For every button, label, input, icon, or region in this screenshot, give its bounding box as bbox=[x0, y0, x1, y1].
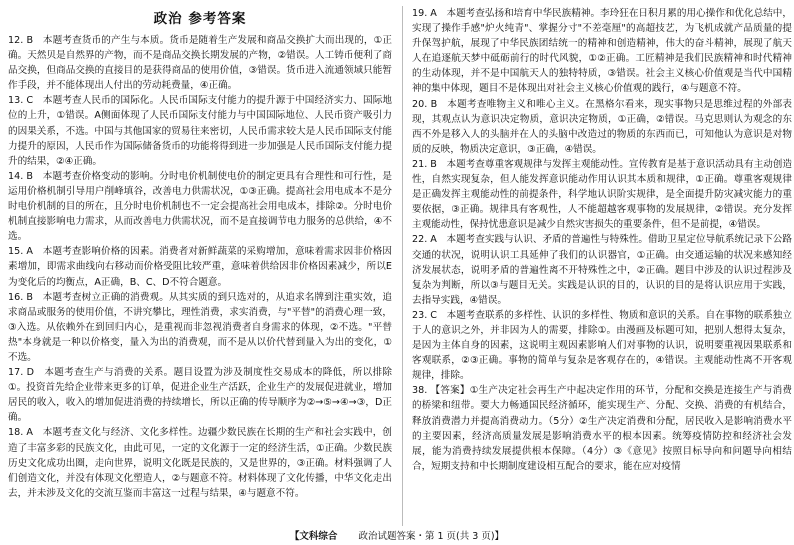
answer-item: 13. C 本题考查人民币的国际化。人民币国际支付能力的提升源于中国经济实力、国际地位的上升，①错误。A侧面体现了人民币国际支付能力与中国国际地位、人民币资产吸引力的因果关系，不选。中国与其他国家的贸易往来密切，人民币需求较大是人民币国际支付能力提升的原因，人民币作为国际储备货币的功能将得到进一步加强是人民币国际支付能力提升的结果，②④正确。 bbox=[8, 95, 392, 167]
column-divider bbox=[402, 6, 403, 526]
footer-subject: 【文科综合 bbox=[289, 531, 338, 542]
footer-page-info: 政治试题答案・第 1 页(共 3 页)】 bbox=[358, 531, 505, 542]
answer-item: 21. B 本题考查尊重客观规律与发挥主观能动性。宣传教育是基于意识活动具有主动创造性，自然实现复杂，但人能发挥意识能动作用认识其本质和规律，①正确。尊重客观规律是正确发挥主观能动性的前提条件，科学地认识阶实规律，是全面提升防灾减灾能力的重要依据，③正确。规律具有客观性，人不能超越客观事物的发展规律，②错误。充分发挥主观能动性，保持忧患意识是减少自然灾害损失的重要条件，但不是前提，④错误。 bbox=[412, 158, 792, 231]
right-column bbox=[412, 0, 792, 474]
answer-item: 19. A 本题考查弘扬和培育中华民族精神。李玲狂在日积月累的用心操作和优化总结中，实现了操作手感"炉火纯青"、掌握分寸"不差毫厘"的高超技艺，为飞机成就产品质量的提升保驾护航，展现了中华民族团结统一的精神和创造精神，伟大的奋斗精神，展现了航天人在追逐航天梦中砥砺前行的时代风貌，①②正确。工匠精神是我们民族精神和时代精神的生动体现，并不是中国航天人的独特特质，③错误。社会主义核心价值观是当代中国精神的集中体现，题目不是体现出对社会主义核心价值观的践行，④与题意不符。 bbox=[412, 8, 792, 95]
answer-item: 17. D 本题考查生产与消费的关系。题目设置为涉及制度性交易成本的降低，所以排除①。投资首先给企业带来更多的订单，促进企业生产活跃，企业生产的发展促进就业，增加居民的收入，收入的增加促进消费的持续增长，所以正确的传导顺序为②→⑤→④→③，D正确。 bbox=[8, 367, 392, 424]
answer-item: 12. B 本题考查货币的产生与本质。货币是随着生产发展和商品交换扩大而出现的，①正确。天然贝是自然界的产物，而不是商品交换长期发展的产物，②错误。人工铸币便利了商品交换，但商品交换的直接目的是获得商品的使用价值，③错误。货币进入流通领域只能暂作手段，并不能体现出人付出的劳动耗费量，④正确。 bbox=[8, 35, 392, 92]
answer-item: 15. A 本题考查影响价格的因素。消费者对新鲜蔬菜的采购增加，意味着需求因非价格因素增加，即需求曲线向右移动而价格受阻比较严重，意味着供给因非价格因素减少，所以E为变化后的均衡点，A正确，B、C、D不符合题意。 bbox=[8, 246, 392, 288]
left-column bbox=[8, 0, 392, 501]
page-footer bbox=[0, 528, 794, 542]
answer-item: 18. A 本题考查文化与经济、文化多样性。边疆少数民族在长期的生产和社会实践中，创造了丰富多彩的民族文化，由此可见，一定的文化源于一定的经济生活，①正确。少数民族历史文化成功出圈，走向世界，说明文化既是民族的，又是世界的，③正确。材料强调了人们创造文化，并没有体现文化塑造人，②与题意不符。材料体现了文化传播，中华文化走出去，并未涉及文化的交流互鉴而丰富这一过程与结果，④与题意不符。 bbox=[8, 427, 392, 499]
answer-item: 38. 【答案】①生产决定社会再生产中起决定作用的环节，分配和交换是连接生产与消费的桥梁和纽带。要大力畅通国民经济循环，能实现生产、分配、交换、消费的有机结合，释放消费潜力并提高消费动力。（5分）②生产决定消费和分配，居民收入是影响消费水平的主要因素，经济高质量发展是影响消费水平的根本因素。统筹疫情防控和经济社会发展，能为消费持续发展提供根本保障。（4分）③《意见》按照目标导向和问题导向相结合，短期支持和中长期制度建设相互配合的要求，能在应对疫情 bbox=[412, 385, 792, 472]
answer-item: 23. C 本题考查联系的多样性、认识的多样性、物质和意识的关系。自在事物的联系独立于人的意识之外，并非因为人的需要，排除①。由漫画及标题可知，把别人想得太复杂，是因为主体自身的因素，这说明主观因素影响人们对事物的认识，说明要重视因果联系和客观联系，②③正确。事物的简单与复杂是客观存在的，④错误。主观能动性离不开客观规律，排除。 bbox=[412, 309, 792, 382]
page-title: 政治 参考答案 bbox=[153, 11, 247, 27]
answer-item: 20. B 本题考查唯物主义和唯心主义。在黑格尔看来，现实事物只是思维过程的外部表现，其观点认为意识决定物质，意识决定物质，①正确，②错误。马克思则认为观念的东西不外是移入人的头脑并在人的头脑中改造过的物质的东西而已，可知他认为意识是对物质的反映，物质决定意识，③正确，④错误。 bbox=[412, 98, 792, 155]
answer-item: 16. B 本题考查树立正确的消费观。从其实质的到只选对的，从追求名牌到注重实效，追求商品或服务的使用价值，不讲究攀比，理性消费，求实消费，与"平替"的消费心理一致，③入选。从依赖外在到回归内心，是重视而非忽视消费者自身需求的体现，②不选。"平替热"本身就是一种以价格变，量入为出的消费观，而不是从以价代替到量入为出的变化，①不选。 bbox=[8, 291, 392, 363]
answer-item: 22. A 本题考查实践与认识、矛盾的普遍性与特殊性。借助卫星定位导航系统记录下公路交通的状况，说明认识工具延伸了我们的认识器官，①正确。由交通运输的状况来感知经济发展状态，说明矛盾的普遍性离不开特殊性之中，②正确。题目中涉及的认识过程涉及复杂为判断，所以③与题目无关。实践是认识的目的，认识的目的是将认识应用于实践，去指导实践，④错误。 bbox=[412, 234, 792, 306]
answer-item: 14. B 本题考查价格变动的影响。分时电价机制使电价的制定更具有合理性和可行性，是运用价格机制引导用户削峰填谷，改善电力供需状况，①③正确。提高社会用电成本不是分时电价机制的目的所在，且分时电价机制也不一定会提高社会用电成本，排除②。分时电价机制直接影响电力需求，从而改善电力供需状况，而不是直接调节电力服务的总供给，④不选。 bbox=[8, 170, 392, 243]
